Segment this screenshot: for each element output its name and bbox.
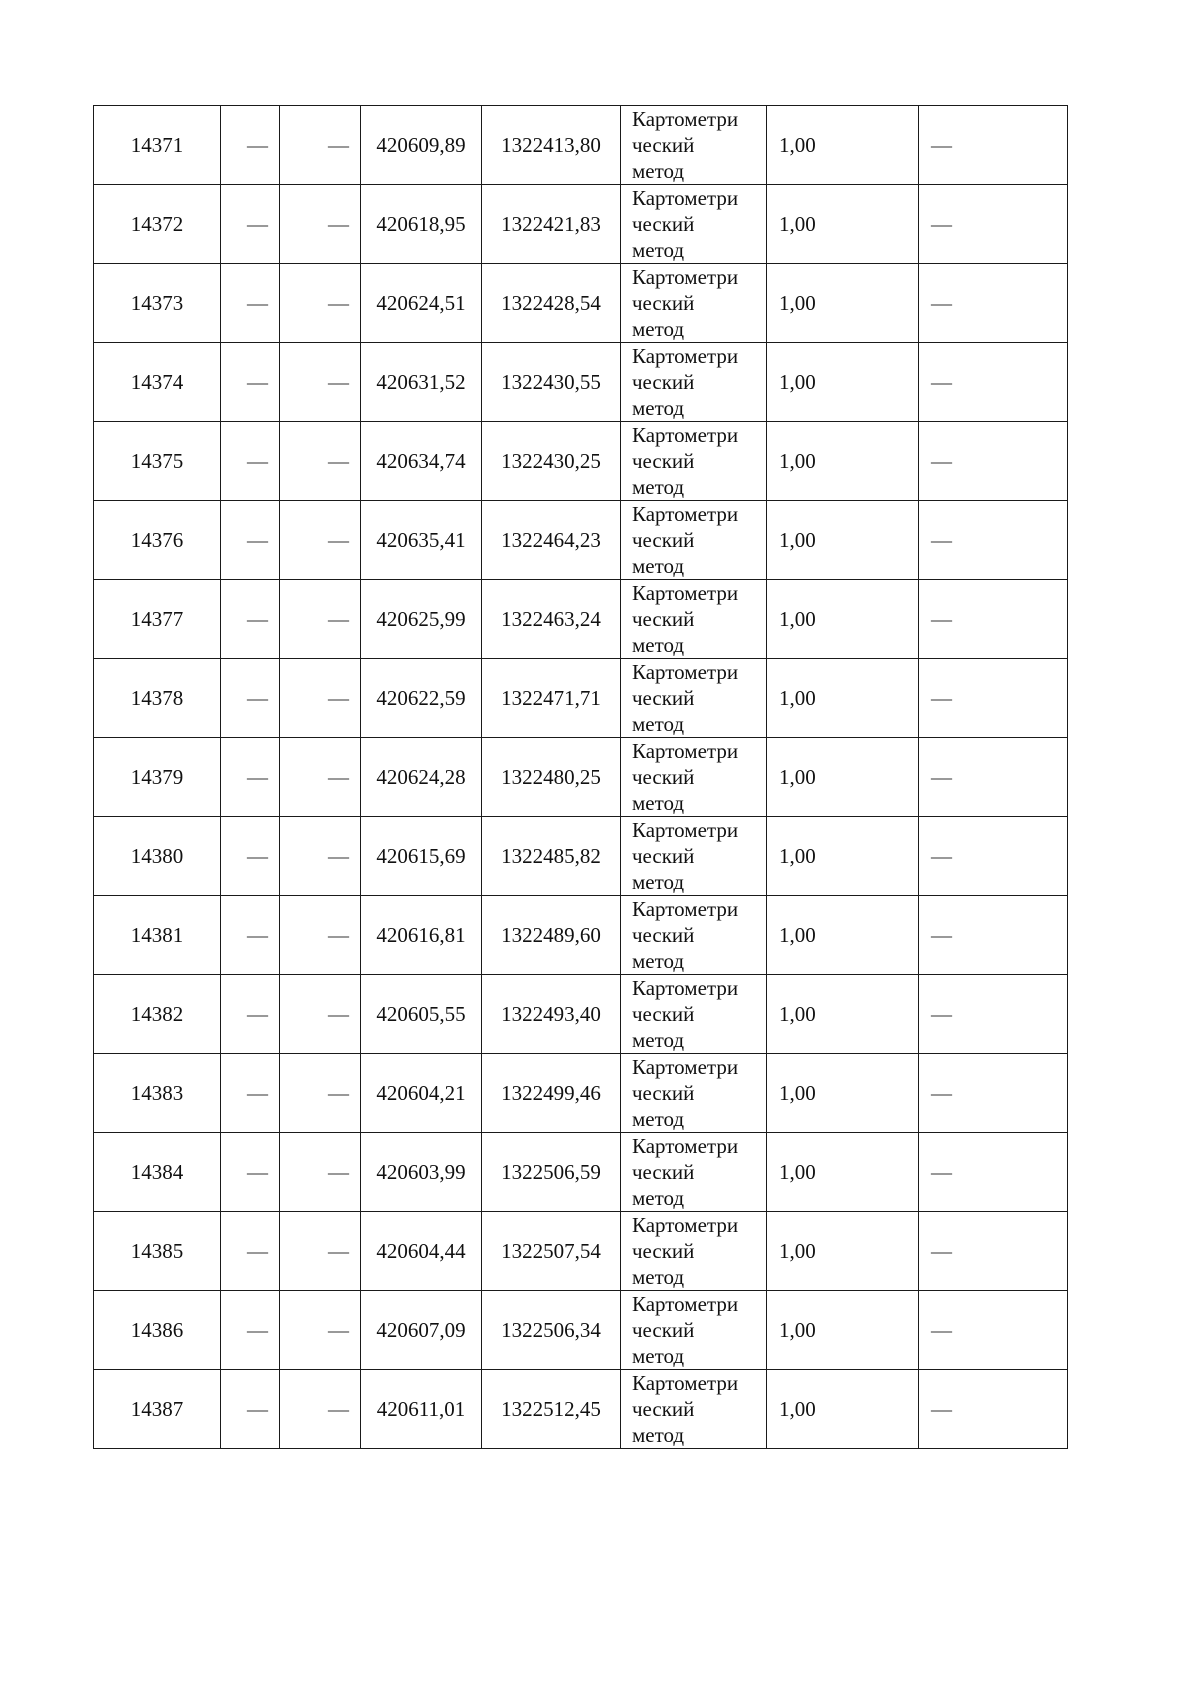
note-cell: —	[919, 896, 1068, 975]
accuracy-cell: 1,00	[767, 1370, 919, 1449]
accuracy-cell: 1,00	[767, 580, 919, 659]
method-cell: Картометри ческий метод	[621, 185, 767, 264]
note-cell: —	[919, 1054, 1068, 1133]
table-row	[94, 896, 1068, 975]
x-coordinate-cell: 420605,55	[361, 975, 482, 1054]
note-cell: —	[919, 185, 1068, 264]
point-number-cell: 14385	[94, 1212, 221, 1291]
point-number-cell: 14373	[94, 264, 221, 343]
old-x-cell: —	[221, 659, 280, 738]
old-y-cell: —	[280, 185, 361, 264]
coordinates-table	[93, 105, 1068, 1449]
point-number-cell: 14371	[94, 106, 221, 185]
accuracy-cell: 1,00	[767, 896, 919, 975]
old-y-cell: —	[280, 896, 361, 975]
y-coordinate-cell: 1322506,34	[482, 1291, 621, 1370]
point-number-cell: 14387	[94, 1370, 221, 1449]
old-y-cell: —	[280, 422, 361, 501]
table-row	[94, 738, 1068, 817]
old-y-cell: —	[280, 580, 361, 659]
table-row	[94, 343, 1068, 422]
table-row	[94, 106, 1068, 185]
old-y-cell: —	[280, 817, 361, 896]
method-cell: Картометри ческий метод	[621, 1054, 767, 1133]
old-y-cell: —	[280, 501, 361, 580]
point-number-cell: 14372	[94, 185, 221, 264]
note-cell: —	[919, 422, 1068, 501]
old-x-cell: —	[221, 1291, 280, 1370]
y-coordinate-cell: 1322430,25	[482, 422, 621, 501]
old-x-cell: —	[221, 185, 280, 264]
note-cell: —	[919, 106, 1068, 185]
method-cell: Картометри ческий метод	[621, 422, 767, 501]
x-coordinate-cell: 420631,52	[361, 343, 482, 422]
x-coordinate-cell: 420622,59	[361, 659, 482, 738]
x-coordinate-cell: 420624,28	[361, 738, 482, 817]
y-coordinate-cell: 1322421,83	[482, 185, 621, 264]
y-coordinate-cell: 1322489,60	[482, 896, 621, 975]
accuracy-cell: 1,00	[767, 185, 919, 264]
y-coordinate-cell: 1322464,23	[482, 501, 621, 580]
point-number-cell: 14384	[94, 1133, 221, 1212]
y-coordinate-cell: 1322428,54	[482, 264, 621, 343]
note-cell: —	[919, 817, 1068, 896]
method-cell: Картометри ческий метод	[621, 1291, 767, 1370]
method-cell: Картометри ческий метод	[621, 659, 767, 738]
point-number-cell: 14381	[94, 896, 221, 975]
table-row	[94, 1133, 1068, 1212]
y-coordinate-cell: 1322507,54	[482, 1212, 621, 1291]
old-y-cell: —	[280, 343, 361, 422]
old-x-cell: —	[221, 501, 280, 580]
table-row	[94, 580, 1068, 659]
old-y-cell: —	[280, 264, 361, 343]
x-coordinate-cell: 420604,44	[361, 1212, 482, 1291]
y-coordinate-cell: 1322463,24	[482, 580, 621, 659]
accuracy-cell: 1,00	[767, 1054, 919, 1133]
method-cell: Картометри ческий метод	[621, 580, 767, 659]
x-coordinate-cell: 420609,89	[361, 106, 482, 185]
note-cell: —	[919, 1212, 1068, 1291]
x-coordinate-cell: 420635,41	[361, 501, 482, 580]
note-cell: —	[919, 580, 1068, 659]
old-x-cell: —	[221, 1133, 280, 1212]
y-coordinate-cell: 1322493,40	[482, 975, 621, 1054]
x-coordinate-cell: 420603,99	[361, 1133, 482, 1212]
note-cell: —	[919, 1291, 1068, 1370]
y-coordinate-cell: 1322471,71	[482, 659, 621, 738]
table-row	[94, 1054, 1068, 1133]
x-coordinate-cell: 420611,01	[361, 1370, 482, 1449]
point-number-cell: 14380	[94, 817, 221, 896]
method-cell: Картометри ческий метод	[621, 738, 767, 817]
method-cell: Картометри ческий метод	[621, 1212, 767, 1291]
old-x-cell: —	[221, 580, 280, 659]
accuracy-cell: 1,00	[767, 501, 919, 580]
accuracy-cell: 1,00	[767, 1133, 919, 1212]
method-cell: Картометри ческий метод	[621, 896, 767, 975]
point-number-cell: 14378	[94, 659, 221, 738]
accuracy-cell: 1,00	[767, 1212, 919, 1291]
old-x-cell: —	[221, 1370, 280, 1449]
method-cell: Картометри ческий метод	[621, 106, 767, 185]
old-y-cell: —	[280, 975, 361, 1054]
x-coordinate-cell: 420604,21	[361, 1054, 482, 1133]
point-number-cell: 14386	[94, 1291, 221, 1370]
table-row	[94, 185, 1068, 264]
note-cell: —	[919, 264, 1068, 343]
accuracy-cell: 1,00	[767, 106, 919, 185]
x-coordinate-cell: 420616,81	[361, 896, 482, 975]
table-row	[94, 1291, 1068, 1370]
old-y-cell: —	[280, 1212, 361, 1291]
table-row	[94, 501, 1068, 580]
old-x-cell: —	[221, 1054, 280, 1133]
old-y-cell: —	[280, 106, 361, 185]
old-y-cell: —	[280, 738, 361, 817]
accuracy-cell: 1,00	[767, 817, 919, 896]
note-cell: —	[919, 343, 1068, 422]
accuracy-cell: 1,00	[767, 659, 919, 738]
x-coordinate-cell: 420607,09	[361, 1291, 482, 1370]
table-row	[94, 659, 1068, 738]
method-cell: Картометри ческий метод	[621, 817, 767, 896]
note-cell: —	[919, 975, 1068, 1054]
y-coordinate-cell: 1322485,82	[482, 817, 621, 896]
accuracy-cell: 1,00	[767, 343, 919, 422]
table-row	[94, 264, 1068, 343]
old-x-cell: —	[221, 896, 280, 975]
old-x-cell: —	[221, 817, 280, 896]
old-y-cell: —	[280, 1291, 361, 1370]
old-x-cell: —	[221, 738, 280, 817]
accuracy-cell: 1,00	[767, 975, 919, 1054]
table-row	[94, 1370, 1068, 1449]
method-cell: Картометри ческий метод	[621, 975, 767, 1054]
old-x-cell: —	[221, 106, 280, 185]
method-cell: Картометри ческий метод	[621, 343, 767, 422]
method-cell: Картометри ческий метод	[621, 501, 767, 580]
note-cell: —	[919, 738, 1068, 817]
table-row	[94, 1212, 1068, 1291]
table-row	[94, 975, 1068, 1054]
x-coordinate-cell: 420615,69	[361, 817, 482, 896]
old-y-cell: —	[280, 1054, 361, 1133]
old-x-cell: —	[221, 264, 280, 343]
method-cell: Картометри ческий метод	[621, 1133, 767, 1212]
y-coordinate-cell: 1322480,25	[482, 738, 621, 817]
old-x-cell: —	[221, 975, 280, 1054]
x-coordinate-cell: 420634,74	[361, 422, 482, 501]
y-coordinate-cell: 1322512,45	[482, 1370, 621, 1449]
x-coordinate-cell: 420625,99	[361, 580, 482, 659]
old-x-cell: —	[221, 422, 280, 501]
y-coordinate-cell: 1322499,46	[482, 1054, 621, 1133]
point-number-cell: 14375	[94, 422, 221, 501]
accuracy-cell: 1,00	[767, 422, 919, 501]
accuracy-cell: 1,00	[767, 264, 919, 343]
accuracy-cell: 1,00	[767, 1291, 919, 1370]
note-cell: —	[919, 501, 1068, 580]
old-y-cell: —	[280, 1370, 361, 1449]
point-number-cell: 14383	[94, 1054, 221, 1133]
table-row	[94, 422, 1068, 501]
point-number-cell: 14382	[94, 975, 221, 1054]
coordinates-table-body	[94, 106, 1068, 1449]
old-y-cell: —	[280, 659, 361, 738]
note-cell: —	[919, 1133, 1068, 1212]
old-y-cell: —	[280, 1133, 361, 1212]
note-cell: —	[919, 659, 1068, 738]
old-x-cell: —	[221, 343, 280, 422]
y-coordinate-cell: 1322413,80	[482, 106, 621, 185]
method-cell: Картометри ческий метод	[621, 264, 767, 343]
point-number-cell: 14379	[94, 738, 221, 817]
point-number-cell: 14374	[94, 343, 221, 422]
old-x-cell: —	[221, 1212, 280, 1291]
point-number-cell: 14377	[94, 580, 221, 659]
y-coordinate-cell: 1322506,59	[482, 1133, 621, 1212]
note-cell: —	[919, 1370, 1068, 1449]
accuracy-cell: 1,00	[767, 738, 919, 817]
x-coordinate-cell: 420618,95	[361, 185, 482, 264]
table-row	[94, 817, 1068, 896]
x-coordinate-cell: 420624,51	[361, 264, 482, 343]
method-cell: Картометри ческий метод	[621, 1370, 767, 1449]
point-number-cell: 14376	[94, 501, 221, 580]
y-coordinate-cell: 1322430,55	[482, 343, 621, 422]
